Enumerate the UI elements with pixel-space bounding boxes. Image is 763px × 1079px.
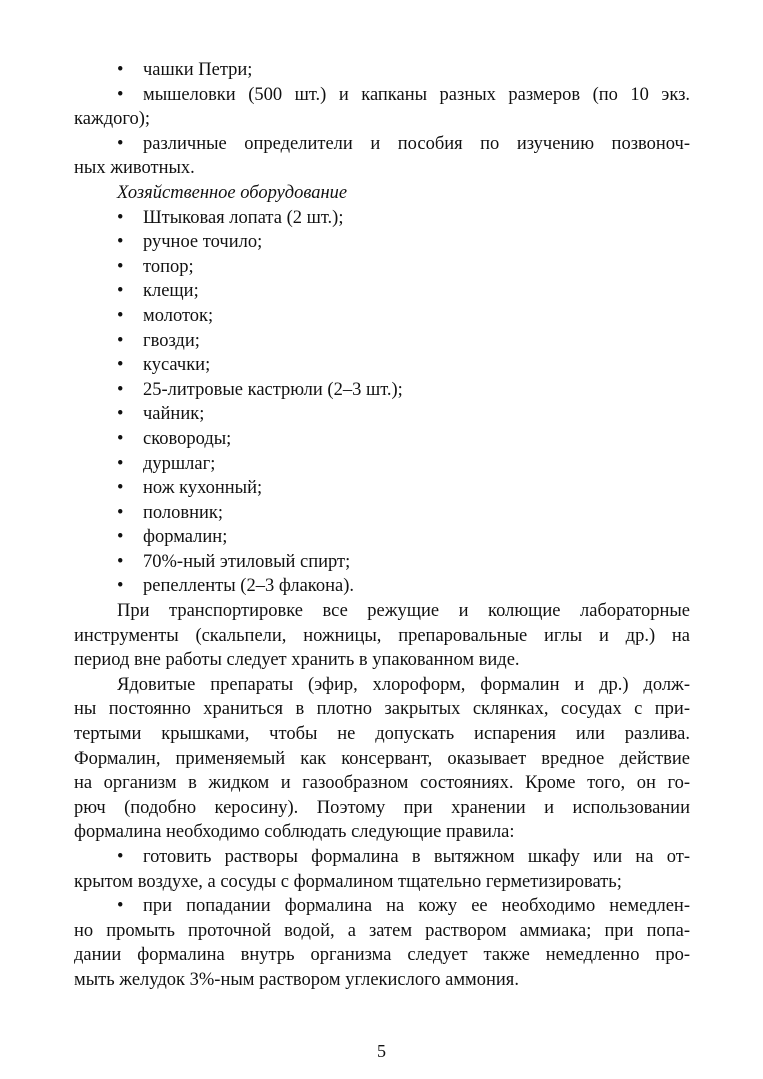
equipment-list-item bbox=[74, 304, 690, 329]
paragraph-line-text: тертыми крышками, чтобы не допускать испарения или разлива. bbox=[74, 724, 690, 745]
list-item-continuation bbox=[74, 156, 690, 181]
paragraph-line-text: инструменты (скальпели, ножницы, препаровальные иглы и др.) на bbox=[74, 625, 690, 646]
paragraph-line-text: ны постоянно храниться в плотно закрытых склянках, сосудах с при- bbox=[74, 699, 690, 720]
paragraph-line bbox=[74, 796, 690, 821]
equipment-list-item-text: клещи; bbox=[143, 281, 199, 302]
list-item-continuation-text: каждого); bbox=[74, 109, 151, 130]
paragraph-line-text: рюч (подобно керосину). Поэтому при хранении и использовании bbox=[74, 797, 690, 818]
equipment-list-item-text: ручное точило; bbox=[143, 232, 263, 253]
rule-item bbox=[74, 894, 690, 919]
equipment-list-item-text: половник; bbox=[143, 502, 224, 523]
bullet-icon: • bbox=[117, 404, 124, 425]
bullet-icon: • bbox=[117, 133, 124, 154]
equipment-list-item bbox=[74, 279, 690, 304]
equipment-list-item bbox=[74, 574, 690, 599]
equipment-list-item bbox=[74, 550, 690, 575]
list-item-continuation-text: ных животных. bbox=[74, 158, 195, 179]
equipment-list-item bbox=[74, 427, 690, 452]
paragraph-line bbox=[74, 722, 690, 747]
equipment-list-item-text: топор; bbox=[143, 256, 194, 277]
rule-item-continuation-text: мыть желудок 3%-ным раствором углекислого аммония. bbox=[74, 969, 519, 990]
list-item bbox=[74, 58, 690, 83]
bullet-icon: • bbox=[117, 232, 124, 253]
equipment-list-item-text: дуршлаг; bbox=[143, 453, 216, 474]
equipment-list-item bbox=[74, 525, 690, 550]
bullet-icon: • bbox=[117, 379, 124, 400]
bullet-icon: • bbox=[117, 428, 124, 449]
page-number: 5 bbox=[377, 1041, 386, 1061]
equipment-list-item-text: кусачки; bbox=[143, 355, 211, 376]
equipment-list-item-text: 25-литровые кастрюли (2–3 шт.); bbox=[143, 379, 403, 400]
equipment-list-item-text: чайник; bbox=[143, 404, 205, 425]
paragraph-line-text: Формалин, применяемый как консервант, оказывает вредное действие bbox=[74, 748, 690, 769]
paragraph-line bbox=[74, 624, 690, 649]
bullet-icon: • bbox=[117, 355, 124, 376]
paragraph-line-text: формалина необходимо соблюдать следующие правила: bbox=[74, 822, 515, 843]
equipment-list-item bbox=[74, 230, 690, 255]
rule-item bbox=[74, 845, 690, 870]
equipment-list-item bbox=[74, 329, 690, 354]
equipment-list-item-text: 70%-ный этиловый спирт; bbox=[143, 551, 351, 572]
equipment-list-item-text: Штыковая лопата (2 шт.); bbox=[143, 207, 344, 228]
paragraph-line bbox=[74, 771, 690, 796]
rule-item-continuation bbox=[74, 943, 690, 968]
rule-item-continuation-text: но промыть проточной водой, а затем раствором аммиака; при попа- bbox=[74, 920, 690, 941]
equipment-list-item bbox=[74, 255, 690, 280]
equipment-list-item bbox=[74, 378, 690, 403]
bullet-icon: • bbox=[117, 305, 124, 326]
rule-item-continuation bbox=[74, 870, 690, 895]
bullet-icon: • bbox=[117, 207, 124, 228]
paragraph-line bbox=[74, 648, 690, 673]
paragraph-line-text: период вне работы следует хранить в упакованном виде. bbox=[74, 650, 520, 671]
equipment-list-item bbox=[74, 206, 690, 231]
section-heading: Хозяйственное оборудование bbox=[117, 182, 348, 203]
rule-item-continuation bbox=[74, 968, 690, 993]
equipment-list-item-text: формалин; bbox=[143, 527, 228, 548]
paragraph-line-text: Ядовитые препараты (эфир, хлороформ, формалин и др.) долж- bbox=[117, 674, 690, 695]
bullet-icon: • bbox=[117, 502, 124, 523]
paragraph-line bbox=[74, 820, 690, 845]
bullet-icon: • bbox=[117, 576, 124, 597]
list-item-text: мышеловки (500 шт.) и капканы разных размеров (по 10 экз. bbox=[143, 84, 690, 105]
rule-item-text: готовить растворы формалина в вытяжном шкафу или на от- bbox=[143, 847, 690, 867]
bullet-icon: • bbox=[117, 453, 124, 474]
rule-item-continuation-text: дании формалина внутрь организма следует также немедленно про- bbox=[74, 945, 690, 966]
list-item bbox=[74, 132, 690, 157]
bullet-icon: • bbox=[117, 60, 124, 80]
page-body bbox=[74, 58, 690, 993]
bullet-icon: • bbox=[117, 330, 124, 351]
bullet-icon: • bbox=[117, 281, 124, 302]
list-item-text: чашки Петри; bbox=[143, 60, 253, 80]
paragraph-line-text: на организм в жидком и газообразном состояниях. Кроме того, он го- bbox=[74, 773, 690, 794]
list-item bbox=[74, 83, 690, 108]
bullet-icon: • bbox=[117, 478, 124, 499]
paragraph-line bbox=[74, 747, 690, 772]
rule-item-continuation-text: крытом воздухе, а сосуды с формалином тщательно герметизировать; bbox=[74, 871, 622, 892]
equipment-list-item-text: гвозди; bbox=[143, 330, 200, 351]
bullet-icon: • bbox=[117, 256, 124, 277]
equipment-list-item bbox=[74, 501, 690, 526]
equipment-list-item-text: сковороды; bbox=[143, 428, 232, 449]
equipment-list-item bbox=[74, 452, 690, 477]
list-item-continuation bbox=[74, 107, 690, 132]
equipment-list-item bbox=[74, 353, 690, 378]
bullet-icon: • bbox=[117, 551, 124, 572]
rule-item-text: при попадании формалина на кожу ее необходимо немедлен- bbox=[143, 896, 690, 917]
equipment-list-item-text: репелленты (2–3 флакона). bbox=[143, 576, 354, 597]
list-item-text: различные определители и пособия по изучению позвоноч- bbox=[143, 133, 690, 154]
equipment-list-item bbox=[74, 476, 690, 501]
paragraph-line bbox=[74, 697, 690, 722]
bullet-icon: • bbox=[117, 896, 124, 917]
bullet-icon: • bbox=[117, 847, 124, 867]
equipment-list-item bbox=[74, 402, 690, 427]
equipment-list-item-text: молоток; bbox=[143, 305, 214, 326]
equipment-list-item-text: нож кухонный; bbox=[143, 478, 263, 499]
paragraph-line-text: При транспортировке все режущие и колющие лабораторные bbox=[117, 601, 690, 622]
paragraph-line bbox=[74, 599, 690, 624]
bullet-icon: • bbox=[117, 84, 124, 105]
bullet-icon: • bbox=[117, 527, 124, 548]
rule-item-continuation bbox=[74, 919, 690, 944]
paragraph-line bbox=[74, 673, 690, 698]
